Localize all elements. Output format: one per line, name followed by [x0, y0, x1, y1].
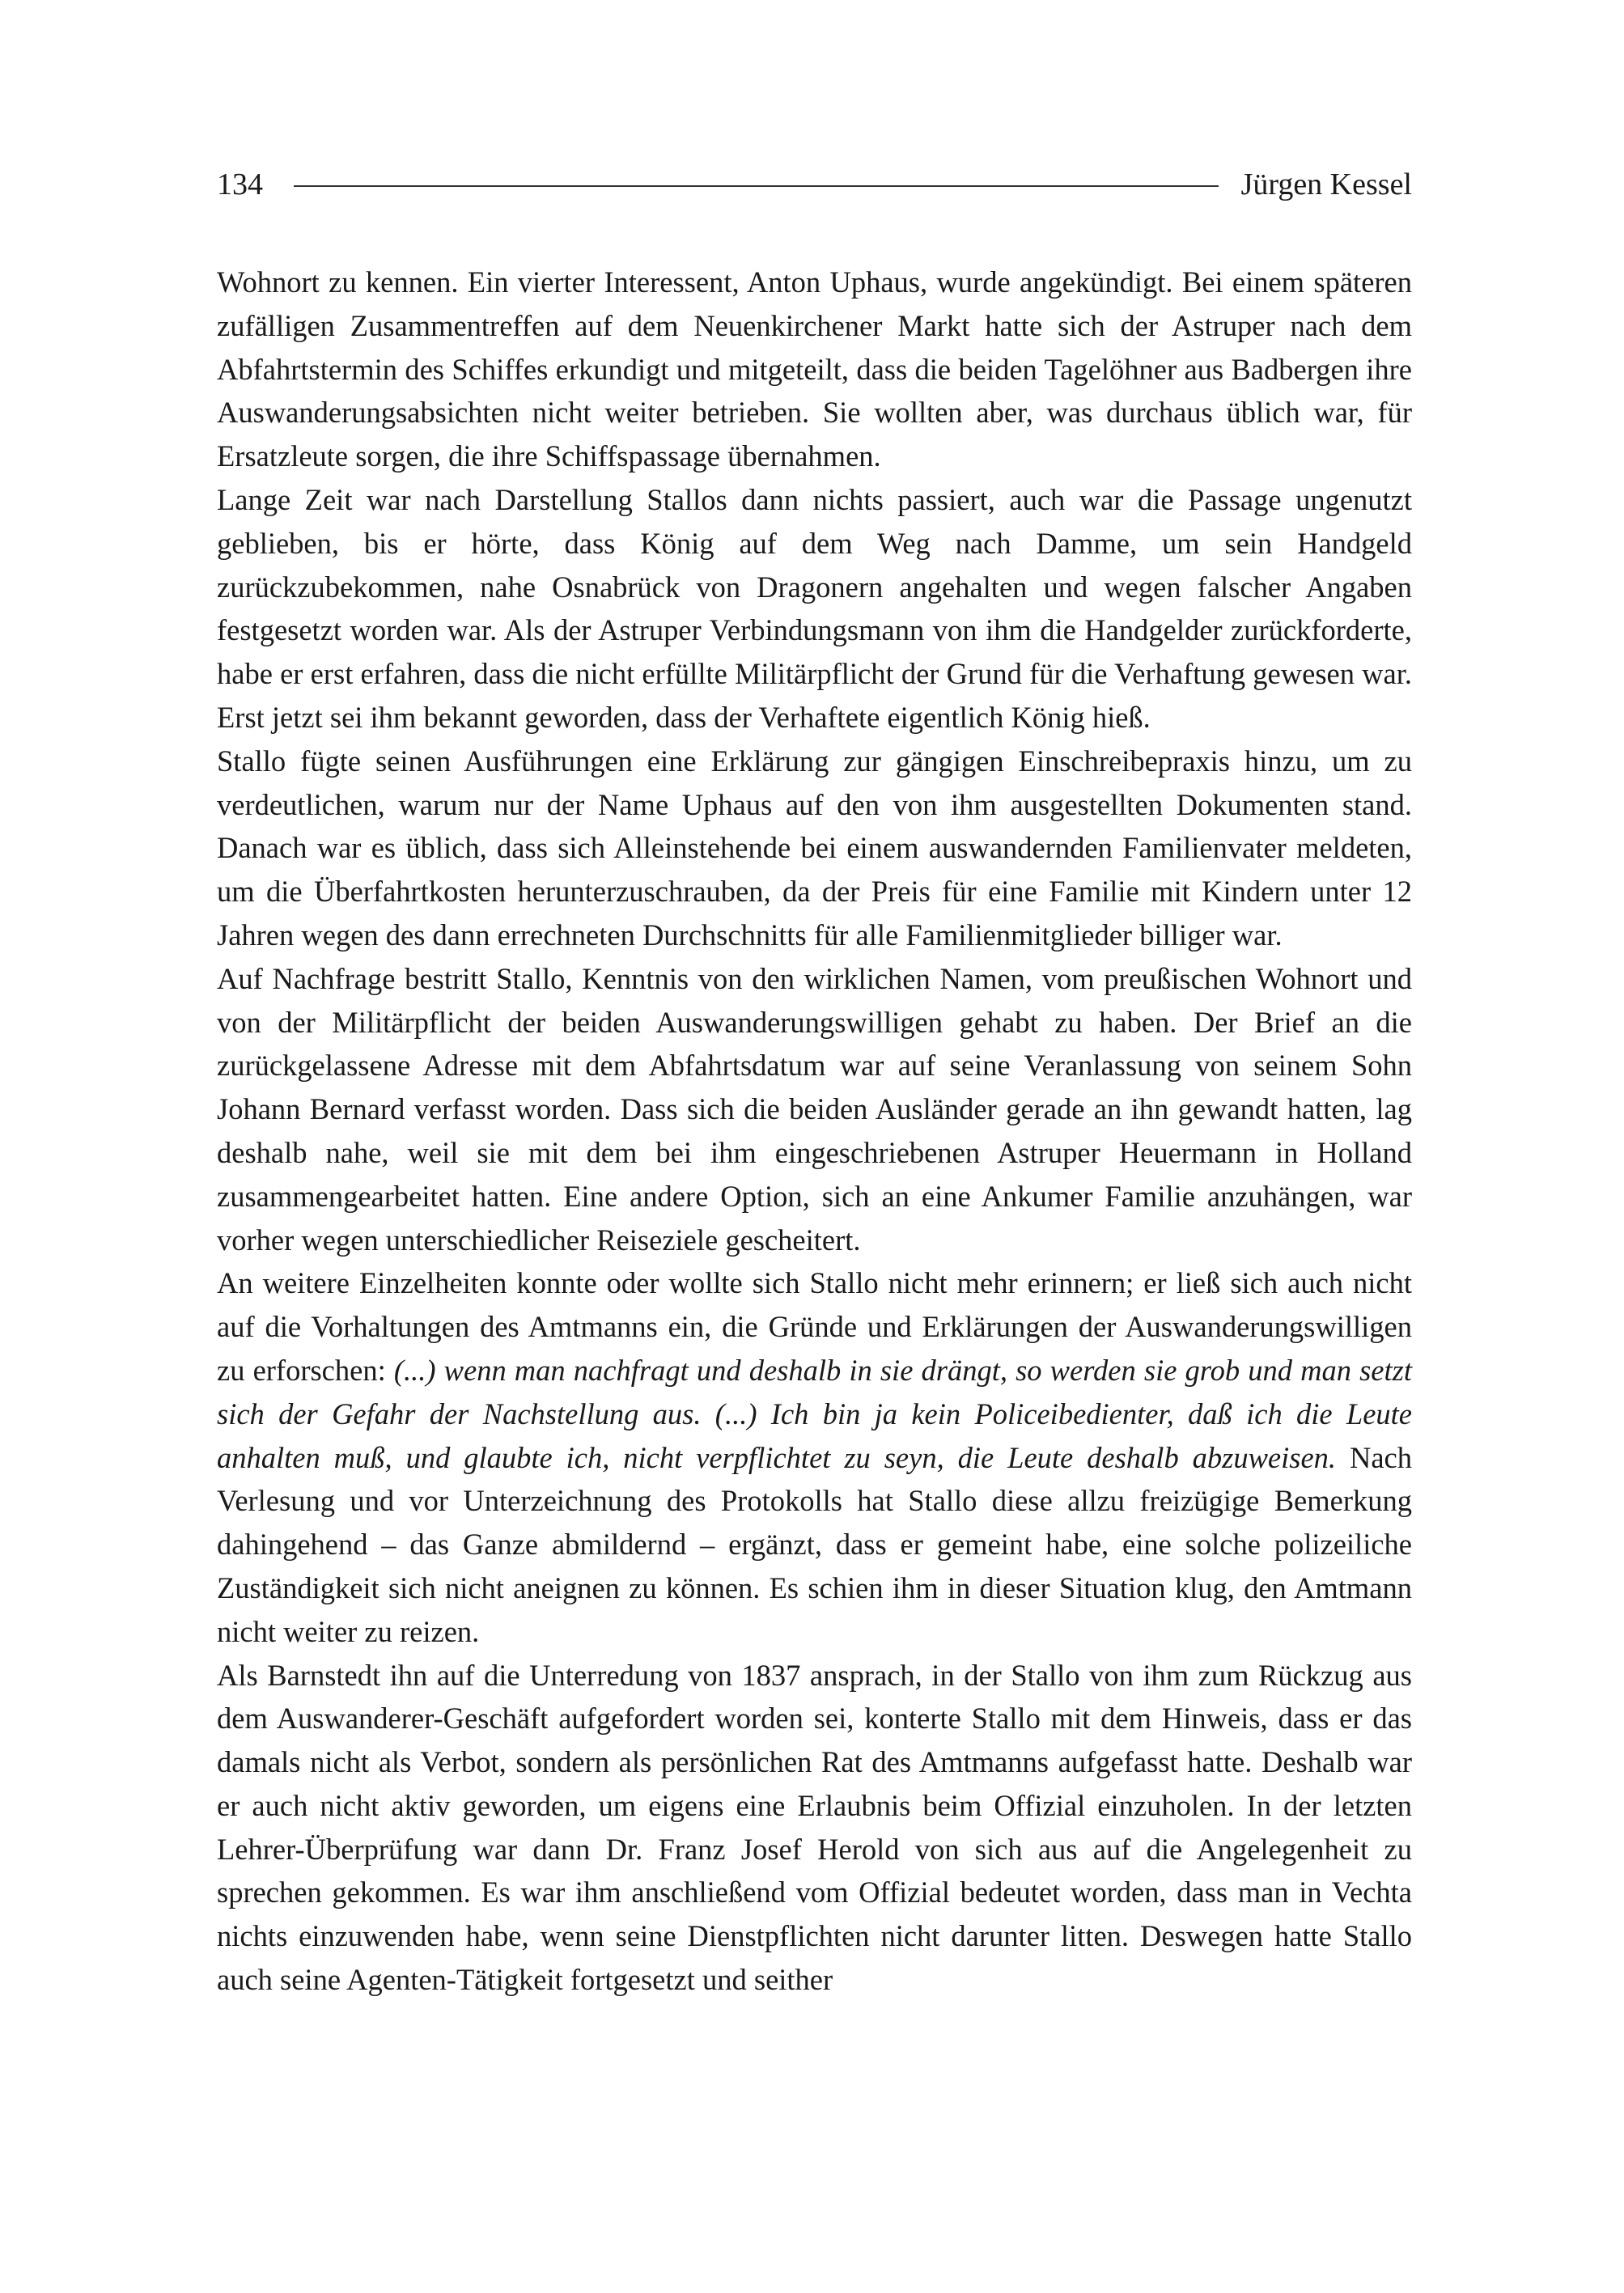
paragraph-6: Als Barnstedt ihn auf die Unterredung von 1837 ansprach, in der Stallo von ihm zum Rückzug aus dem Auswanderer-Geschäft aufgefordert worden sei, konterte Stallo mit dem Hinweis, dass er das damals nicht als Verbot, sondern als persönlichen Rat des Amtmanns aufgefasst hatte. Deshalb war er auch nicht aktiv geworden, um eigens eine Erlaubnis beim Offizial einzuholen. In der letzten Lehrer-Überprüfung war dann Dr. Franz Josef Herold von sich aus auf die Angelegenheit zu sprechen gekommen. Es war ihm anschließend vom Offizial bedeutet worden, dass man in Vechta nichts einzuwenden habe, wenn seine Dienstpflichten nicht darunter litten. Deswegen hatte Stallo auch seine Agenten-Tätigkeit fortgesetzt und seither: [217, 1658, 1412, 1997]
page-number: 134: [217, 167, 263, 201]
paragraph-2: Lange Zeit war nach Darstellung Stallos dann nichts passiert, auch war die Passage ungenutzt geblieben, bis er hörte, dass König auf dem Weg nach Damme, um sein Handgeld zurückzubekommen, nahe Osnabrück von Dragonern angehalten und wegen falscher Angaben festgesetzt worden war. Als der Astruper Verbindungsmann von ihm die Handgelder zurückforderte, habe er erst erfahren, dass die nicht erfüllte Militärpflicht der Grund für die Verhaftung gewesen war. Erst jetzt sei ihm bekannt geworden, dass der Verhaftete eigentlich König hieß.: [217, 482, 1412, 734]
paragraph-5: [217, 1261, 1412, 1653]
paragraph-1: Wohnort zu kennen. Ein vierter Interessent, Anton Uphaus, wurde angekündigt. Bei einem späteren zufälligen Zusammentreffen auf dem Neuenkirchener Markt hatte sich der Astruper nach dem Abfahrtstermin des Schiffes erkundigt und mitgeteilt, dass die beiden Tagelöhner aus Badbergen ihre Auswanderungsabsichten nicht weiter betrieben. Sie wollten aber, was durchaus üblich war, für Ersatzleute sorgen, die ihre Schiffspassage übernahmen.: [217, 265, 1412, 473]
header-rule: [294, 185, 1219, 187]
body-text: [217, 261, 1412, 2002]
paragraph-5-text-before: An weitere Einzelheiten konnte oder wollte sich Stallo nicht mehr erinnern; er ließ sich auch nicht auf die Vorhaltungen des Amtmanns ein, die Gründe und Erklärungen der Auswanderungswilligen zu erforschen:: [217, 1266, 1412, 1387]
paragraph-4: Auf Nachfrage bestritt Stallo, Kenntnis von den wirklichen Namen, vom preußischen Wohnort und von der Militärpflicht der beiden Auswanderungswilligen gehabt zu haben. Der Brief an die zurückgelassene Adresse mit dem Abfahrtsdatum war auf seine Veranlassung von seinem Sohn Johann Bernard verfasst worden. Dass sich die beiden Ausländer gerade an ihn gewandt hatten, lag deshalb nahe, weil sie mit dem bei ihm eingeschriebenen Astruper Heuermann in Holland zusammengearbeitet hatten. Eine andere Option, sich an eine Ankumer Familie anzuhängen, war vorher wegen unterschiedlicher Reiseziele gescheitert.: [217, 961, 1412, 1257]
book-page: [217, 162, 1412, 2002]
archival-quote: (...) wenn man nachfragt und deshalb in sie drängt, so werden sie grob und man setzt sich der Gefahr der Nachstellung aus. (...) Ich bin ja kein Policeibedienter, daß ich die Leute anhalten muß, und glaubte ich, nicht verpflichtet zu seyn, die Leute deshalb abzuweisen.: [217, 1353, 1412, 1474]
paragraph-3: Stallo fügte seinen Ausführungen eine Erklärung zur gängigen Einschreibepraxis hinzu, um zu verdeutlichen, warum nur der Name Uphaus auf den von ihm ausgestellten Dokumenten stand. Danach war es üblich, dass sich Alleinstehende bei einem auswandernden Familienvater meldeten, um die Überfahrtkosten herunterzuschrauben, da der Preis für eine Familie mit Kindern unter 12 Jahren wegen des dann errechneten Durchschnitts für alle Familienmitglieder billiger war.: [217, 744, 1412, 952]
paragraph-5-text-after: Nach Verlesung und vor Unterzeichnung des Protokolls hat Stallo diese allzu freizügige Bemerkung dahingehend – das Ganze abmildernd – ergänzt, dass er gemeint habe, eine solche polizeiliche Zuständigkeit sich nicht aneignen zu können. Es schien ihm in dieser Situation klug, den Amtmann nicht weiter zu reizen.: [217, 1440, 1412, 1648]
running-head-author: Jürgen Kessel: [1240, 167, 1412, 201]
running-head: [217, 162, 1412, 207]
